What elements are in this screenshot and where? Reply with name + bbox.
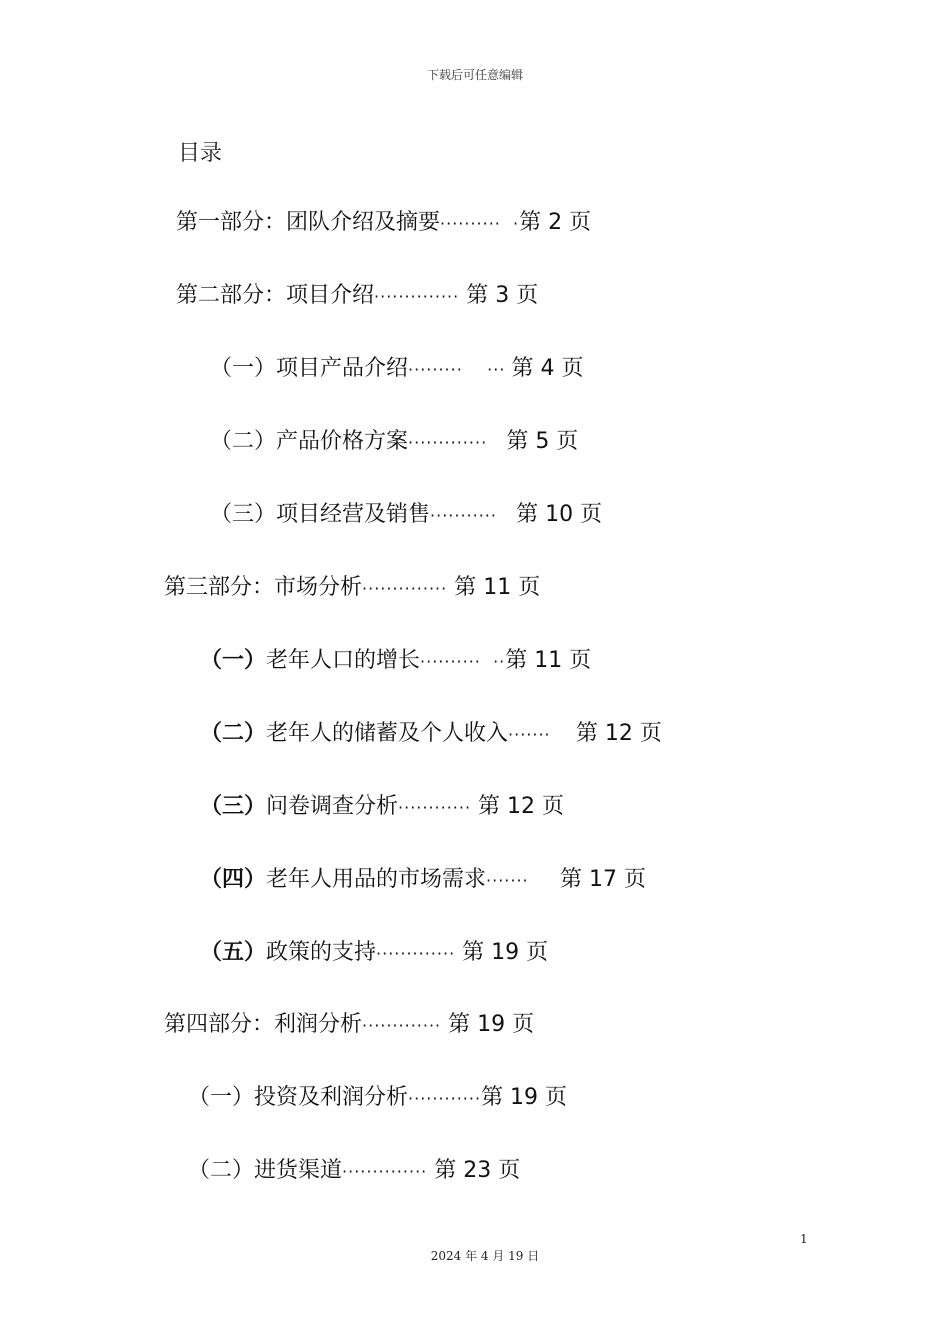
toc-entry-page: 第 12 页	[471, 794, 565, 819]
toc-entry[interactable]	[200, 646, 591, 677]
toc-entry-page: 第 17 页	[552, 867, 646, 892]
toc-entry-label: 项目产品介绍	[276, 356, 409, 381]
toc-entry-number: （四）	[200, 867, 267, 892]
toc-entry[interactable]	[200, 865, 646, 896]
toc-entry-leader: ············	[408, 1089, 482, 1108]
toc-entry[interactable]	[164, 1010, 534, 1041]
toc-entry-page: 第 2 页	[519, 210, 592, 235]
toc-entry-page: 第 5 页	[499, 429, 579, 454]
toc-entry-label: 产品价格方案	[276, 429, 409, 454]
toc-entry-leader: ··············	[342, 1162, 428, 1181]
toc-entry-label: 老年人的储蓄及个人收入	[266, 721, 509, 746]
toc-entry[interactable]	[210, 500, 602, 531]
toc-entry-number: （二）	[188, 1158, 255, 1183]
toc-entry[interactable]	[200, 792, 564, 823]
toc-title: 目录	[178, 141, 223, 166]
toc-entry-page: 第 3 页	[459, 283, 539, 308]
toc-entry-number: （三）	[200, 794, 267, 819]
toc-entry-label: 投资及利润分析	[254, 1085, 409, 1110]
toc-entry-page: 第 11 页	[447, 575, 541, 600]
toc-entry-leader: ·······	[486, 871, 553, 890]
toc-entry-leader: ·············	[376, 944, 456, 963]
toc-entry[interactable]	[176, 208, 591, 239]
toc-entry-leader: ··············	[374, 287, 460, 306]
toc-entry-page: 第 11 页	[505, 648, 592, 673]
toc-entry-label: 项目经营及销售	[276, 502, 431, 527]
toc-entry-page: 第 10 页	[509, 502, 603, 527]
toc-entry-page: 第 4 页	[511, 356, 584, 381]
toc-entry-page: 第 19 页	[455, 940, 549, 965]
toc-entry-label: 第二部分：项目介绍	[176, 283, 375, 308]
toc-entry-label: 问卷调查分析	[266, 794, 399, 819]
toc-entry-label: 政策的支持	[266, 940, 377, 965]
toc-entry[interactable]	[200, 938, 548, 969]
toc-entry[interactable]	[210, 427, 578, 458]
page-header: 下载后可任意编辑	[426, 68, 523, 82]
toc-entry-leader: ············	[398, 798, 472, 817]
toc-entry-number: （一）	[200, 648, 267, 673]
toc-entry[interactable]	[188, 1083, 567, 1114]
toc-entry-leader: ·············	[408, 433, 500, 452]
toc-entry-number: （一）	[210, 356, 277, 381]
toc-entry-label: 老年人用品的市场需求	[266, 867, 487, 892]
toc-entry[interactable]	[188, 1156, 520, 1187]
toc-entry-leader: ·········· ··	[420, 652, 506, 671]
toc-entry-page: 第 12 页	[568, 721, 662, 746]
toc-entry-label: 第四部分：利润分析	[164, 1012, 363, 1037]
toc-entry[interactable]	[210, 354, 583, 385]
toc-entry-leader: ··············	[362, 579, 448, 598]
toc-entry-number: （一）	[188, 1085, 255, 1110]
toc-entry-leader: ·······	[508, 725, 569, 744]
toc-entry-number: （五）	[200, 940, 267, 965]
page-number: 1	[800, 1232, 808, 1246]
toc-entry[interactable]	[176, 281, 538, 312]
toc-entry-label: 进货渠道	[254, 1158, 343, 1183]
toc-entry-leader: ········· ···	[408, 360, 512, 379]
toc-entry-page: 第 23 页	[427, 1158, 521, 1183]
footer-date: 2024 年 4 月 19 日	[430, 1249, 540, 1263]
toc-entry-leader: ·········· ·	[440, 214, 520, 233]
toc-entry-label: 老年人口的增长	[266, 648, 421, 673]
toc-entry-label: 第一部分：团队介绍及摘要	[176, 210, 441, 235]
toc-entry[interactable]	[164, 573, 540, 604]
toc-entry-page: 第 19 页	[481, 1085, 568, 1110]
toc-entry-label: 第三部分：市场分析	[164, 575, 363, 600]
toc-entry-number: （三）	[210, 502, 277, 527]
toc-entry-number: （二）	[200, 721, 267, 746]
toc-entry-number: （二）	[210, 429, 277, 454]
toc-entry-leader: ·············	[362, 1016, 442, 1035]
toc-entry[interactable]	[200, 719, 662, 750]
toc-entry-leader: ···········	[430, 506, 510, 525]
toc-entry-page: 第 19 页	[441, 1012, 535, 1037]
